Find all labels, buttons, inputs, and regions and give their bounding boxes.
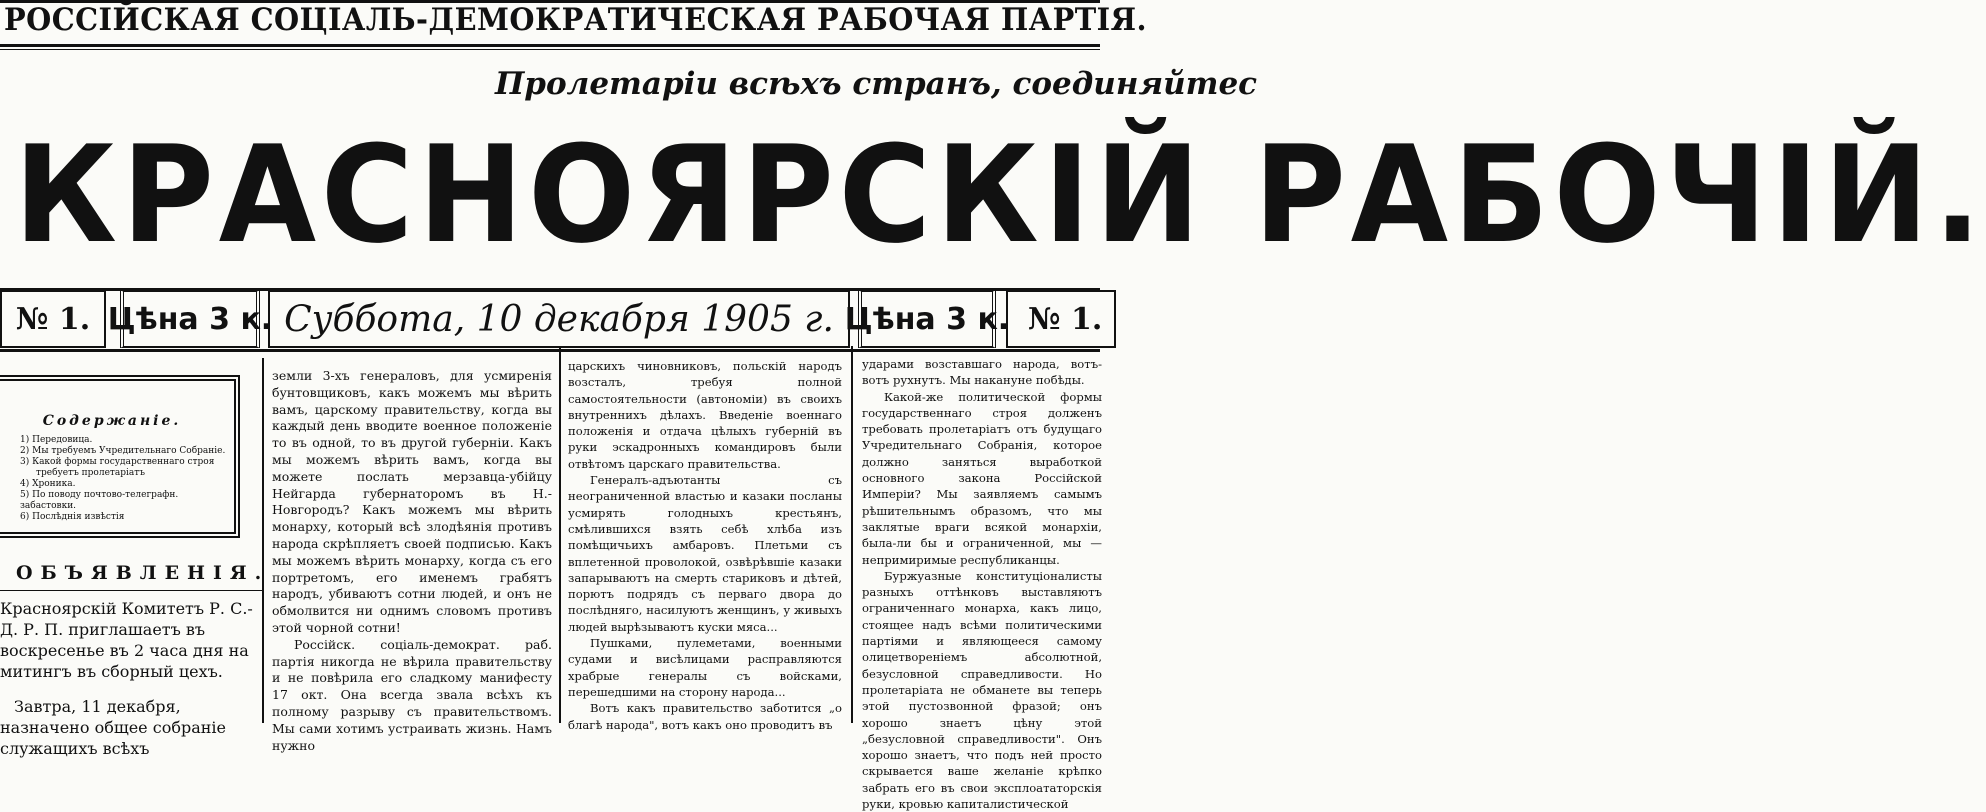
contents-item: 6) Послѣднія извѣстія [20, 512, 125, 522]
paragraph: ударами возставшаго народа, вотъ-вотъ рухнутъ. Мы накануне побѣды. [862, 357, 1102, 388]
paragraph: Пушками, пулеметами, военными судами и висѣлицами расправляются храбрые генералы съ войсками, перешедшими на сторону народа... [568, 636, 842, 699]
paragraph: царскихъ чиновниковъ, польскій народъ возсталъ, требуя полной самостоятельности (автономіи) въ своихъ внутреннихъ дѣлахъ. Введеніе военнаго положенія и отдача цѣлыхъ губерній въ руки эскадронныхъ командировъ были отвѣтомъ царскаго правительства. [568, 359, 842, 471]
article-column-3 [568, 358, 842, 732]
contents-item: 3) Какой формы государственнаго строя [20, 457, 215, 467]
column-divider-2 [559, 346, 561, 723]
article-column-2 [272, 368, 552, 753]
party-name: РОССІЙСКАЯ СОЦІАЛЬ-ДЕМОКРАТИЧЕСКАЯ РАБОЧАЯ ПАРТІЯ. [4, 2, 1147, 38]
announcement-text: Красноярскій Комитетъ Р. С.-Д. Р. П. приглашаетъ въ воскресенье въ 2 часа дня на митингъ въ сборный цехъ. [0, 599, 253, 681]
contents-item: 1) Передовица. [20, 435, 93, 445]
paragraph: Россійск. соціаль-демократ. раб. партія никогда не вѣрила правительству и не повѣрила его сладкому манифесту 17 окт. Она всегда звала всѣхъ къ полному разрыву съ правительствомъ. Мы сами хотимъ устраивать жизнь. Намъ нужно [272, 636, 552, 753]
issue-number: № 1. [0, 290, 106, 348]
price-label: Цѣна 3 к. [120, 290, 260, 348]
announcements-rule [0, 590, 262, 591]
header-rule-under-party-thin [0, 49, 1100, 50]
column-divider-3 [851, 346, 853, 723]
article-column-4 [862, 356, 1102, 812]
contents-item: требуетъ пролетаріатъ [36, 468, 145, 478]
paragraph: Буржуазные конституціоналисты разныхъ оттѣнковъ выставляютъ ограниченнаго монарха, какъ лицо, стоящее надъ всѣми политическими партіями и являющееся самому олицетвореніемъ абсолютной, безусловной справедливости. Но пролетаріата не обманете вы теперь этой пустозвонной фразой; онъ хорошо знаетъ цѣну этой „безусловной справедливости". Онъ хорошо знаетъ, что подъ ней просто скрывается ваше желаніе крѣпко забрать его въ свои эксплоататорскія руки, кровью капиталистической [862, 568, 1102, 812]
column-divider-1 [262, 358, 264, 723]
paragraph: земли 3-хъ генераловъ, для усмиренія бунтовщиковъ, какъ можемъ мы вѣрить вамъ, царскому правительству, когда вы каждый день вводите военное положеніе то въ одной, то въ другой губерніи. Какъ мы можемъ вѣрить вамъ, когда вы можете послать мерзавца-убійцу Нейгарда губернаторомъ въ Н.-Новгородъ? Какъ можемъ мы вѣрить монарху, который всѣ злодѣянія противъ народа скрѣпляетъ своей подписью. Какъ мы можемъ вѣрить монарху, когда съ его портретомъ, его именемъ грабятъ народъ, убиваютъ сотни людей, и онъ не обмолвится ни однимъ словомъ противъ этой чорной сотни! [272, 368, 552, 635]
contents-item: 5) По поводу почтово-телеграфн. забастовки. [20, 490, 179, 511]
paragraph: Вотъ какъ правительство заботится „о благѣ народа", вотъ какъ оно проводитъ въ [568, 701, 842, 732]
header-rule-under-party [0, 44, 1100, 47]
contents-item: 2) Мы требуемъ Учредительнаго Собраніе. [20, 446, 226, 456]
issue-number-right: № 1. [1006, 290, 1116, 348]
newspaper-title: КРАСНОЯРСКІЙ РАБОЧІЙ. [14, 117, 1986, 273]
paragraph: Какой-же политической формы государственнаго строя долженъ требовать пролетаріатъ отъ будущаго Учредительнаго Собранія, которое должно заняться выработкой основного закона Россійской Имперіи? Мы заявляемъ самымъ рѣшительнымъ образомъ, что мы заклятые враги всякой монархіи, была-ли бы и ограниченной, мы — непримиримые республиканцы. [862, 389, 1102, 567]
price-label-right: Цѣна 3 к. [858, 290, 996, 348]
announcements-body [0, 598, 260, 759]
announcements-heading: ОБЪЯВЛЕНІЯ. [16, 562, 270, 584]
paragraph: Генералъ-адъютанты съ неограниченной властью и казаки посланы усмирять голодныхъ крестьянъ, смѣлившихся взять себѣ хлѣба изъ помѣщичьихъ амбаровъ. Плетьми съ вплетенной проволокой, озвѣрѣвшіе казаки запарываютъ на смерть стариковъ и дѣтей, порютъ подрядъ съ перваго двора до послѣдняго, насилуютъ женщинъ, у живыхъ людей вырѣзываютъ куски мяса... [568, 473, 842, 634]
contents-list [20, 435, 234, 523]
contents-heading: Содержаніе. [42, 413, 182, 429]
contents-box [0, 375, 240, 538]
motto: Пролетаріи всѣхъ странъ, соединяйтес [495, 66, 1258, 102]
issue-date: Суббота, 10 декабря 1905 г. [268, 290, 850, 348]
masthead-rule-bottom [0, 349, 1100, 352]
contents-item: 4) Хроника. [20, 479, 76, 489]
announcement-text-2: Завтра, 11 декабря, назначено общее собраніе служащихъ всѣхъ [0, 697, 226, 758]
